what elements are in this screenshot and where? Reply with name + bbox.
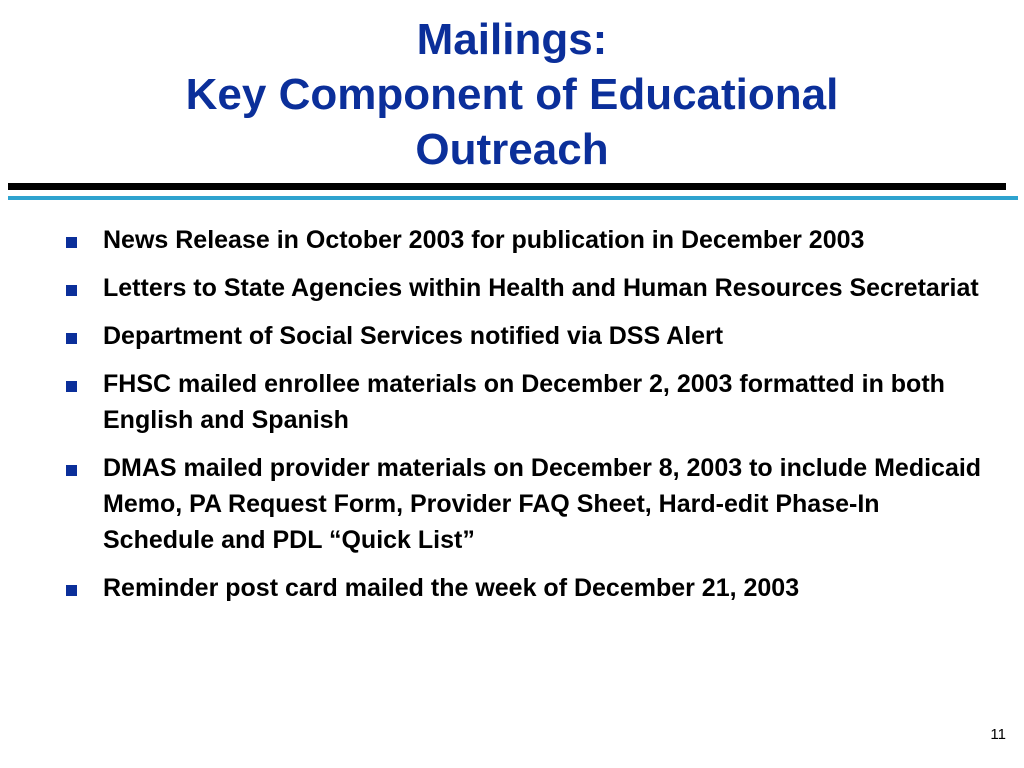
square-bullet-icon (66, 333, 77, 344)
square-bullet-icon (66, 285, 77, 296)
bullet-item-state-agencies (64, 270, 994, 306)
bullet-item-reminder-postcard (64, 570, 994, 606)
slide-title (0, 12, 1024, 177)
page-number: 11 (990, 726, 1006, 743)
bullet-text: FHSC mailed enrollee materials on December 2, 2003 formatted in both English and Spanish (103, 370, 945, 434)
square-bullet-icon (66, 585, 77, 596)
square-bullet-icon (66, 465, 77, 476)
bullet-item-fhsc-mailing (64, 366, 994, 438)
bullet-text: Letters to State Agencies within Health and Human Resources Secretariat (103, 274, 979, 302)
title-divider-black (8, 183, 1006, 190)
bullet-item-news-release (64, 222, 994, 258)
square-bullet-icon (66, 237, 77, 248)
bullet-list (64, 222, 994, 618)
bullet-item-dss-alert (64, 318, 994, 354)
slide-title-line-1: Mailings: (416, 15, 608, 64)
square-bullet-icon (66, 381, 77, 392)
bullet-item-dmas-mailing (64, 450, 994, 558)
bullet-text: DMAS mailed provider materials on December 8, 2003 to include Medicaid Memo, PA Request Form, Provider FAQ Sheet, Hard-edit Phase-In Schedule and PDL “Quick List” (103, 454, 982, 554)
slide-title-line-2: Key Component of Educational (185, 70, 839, 119)
slide-title-line-3: Outreach (415, 125, 609, 174)
bullet-text: News Release in October 2003 for publication in December 2003 (103, 226, 865, 254)
bullet-text: Reminder post card mailed the week of December 21, 2003 (103, 574, 800, 602)
bullet-text: Department of Social Services notified via DSS Alert (103, 322, 724, 350)
title-divider-blue (8, 196, 1018, 200)
